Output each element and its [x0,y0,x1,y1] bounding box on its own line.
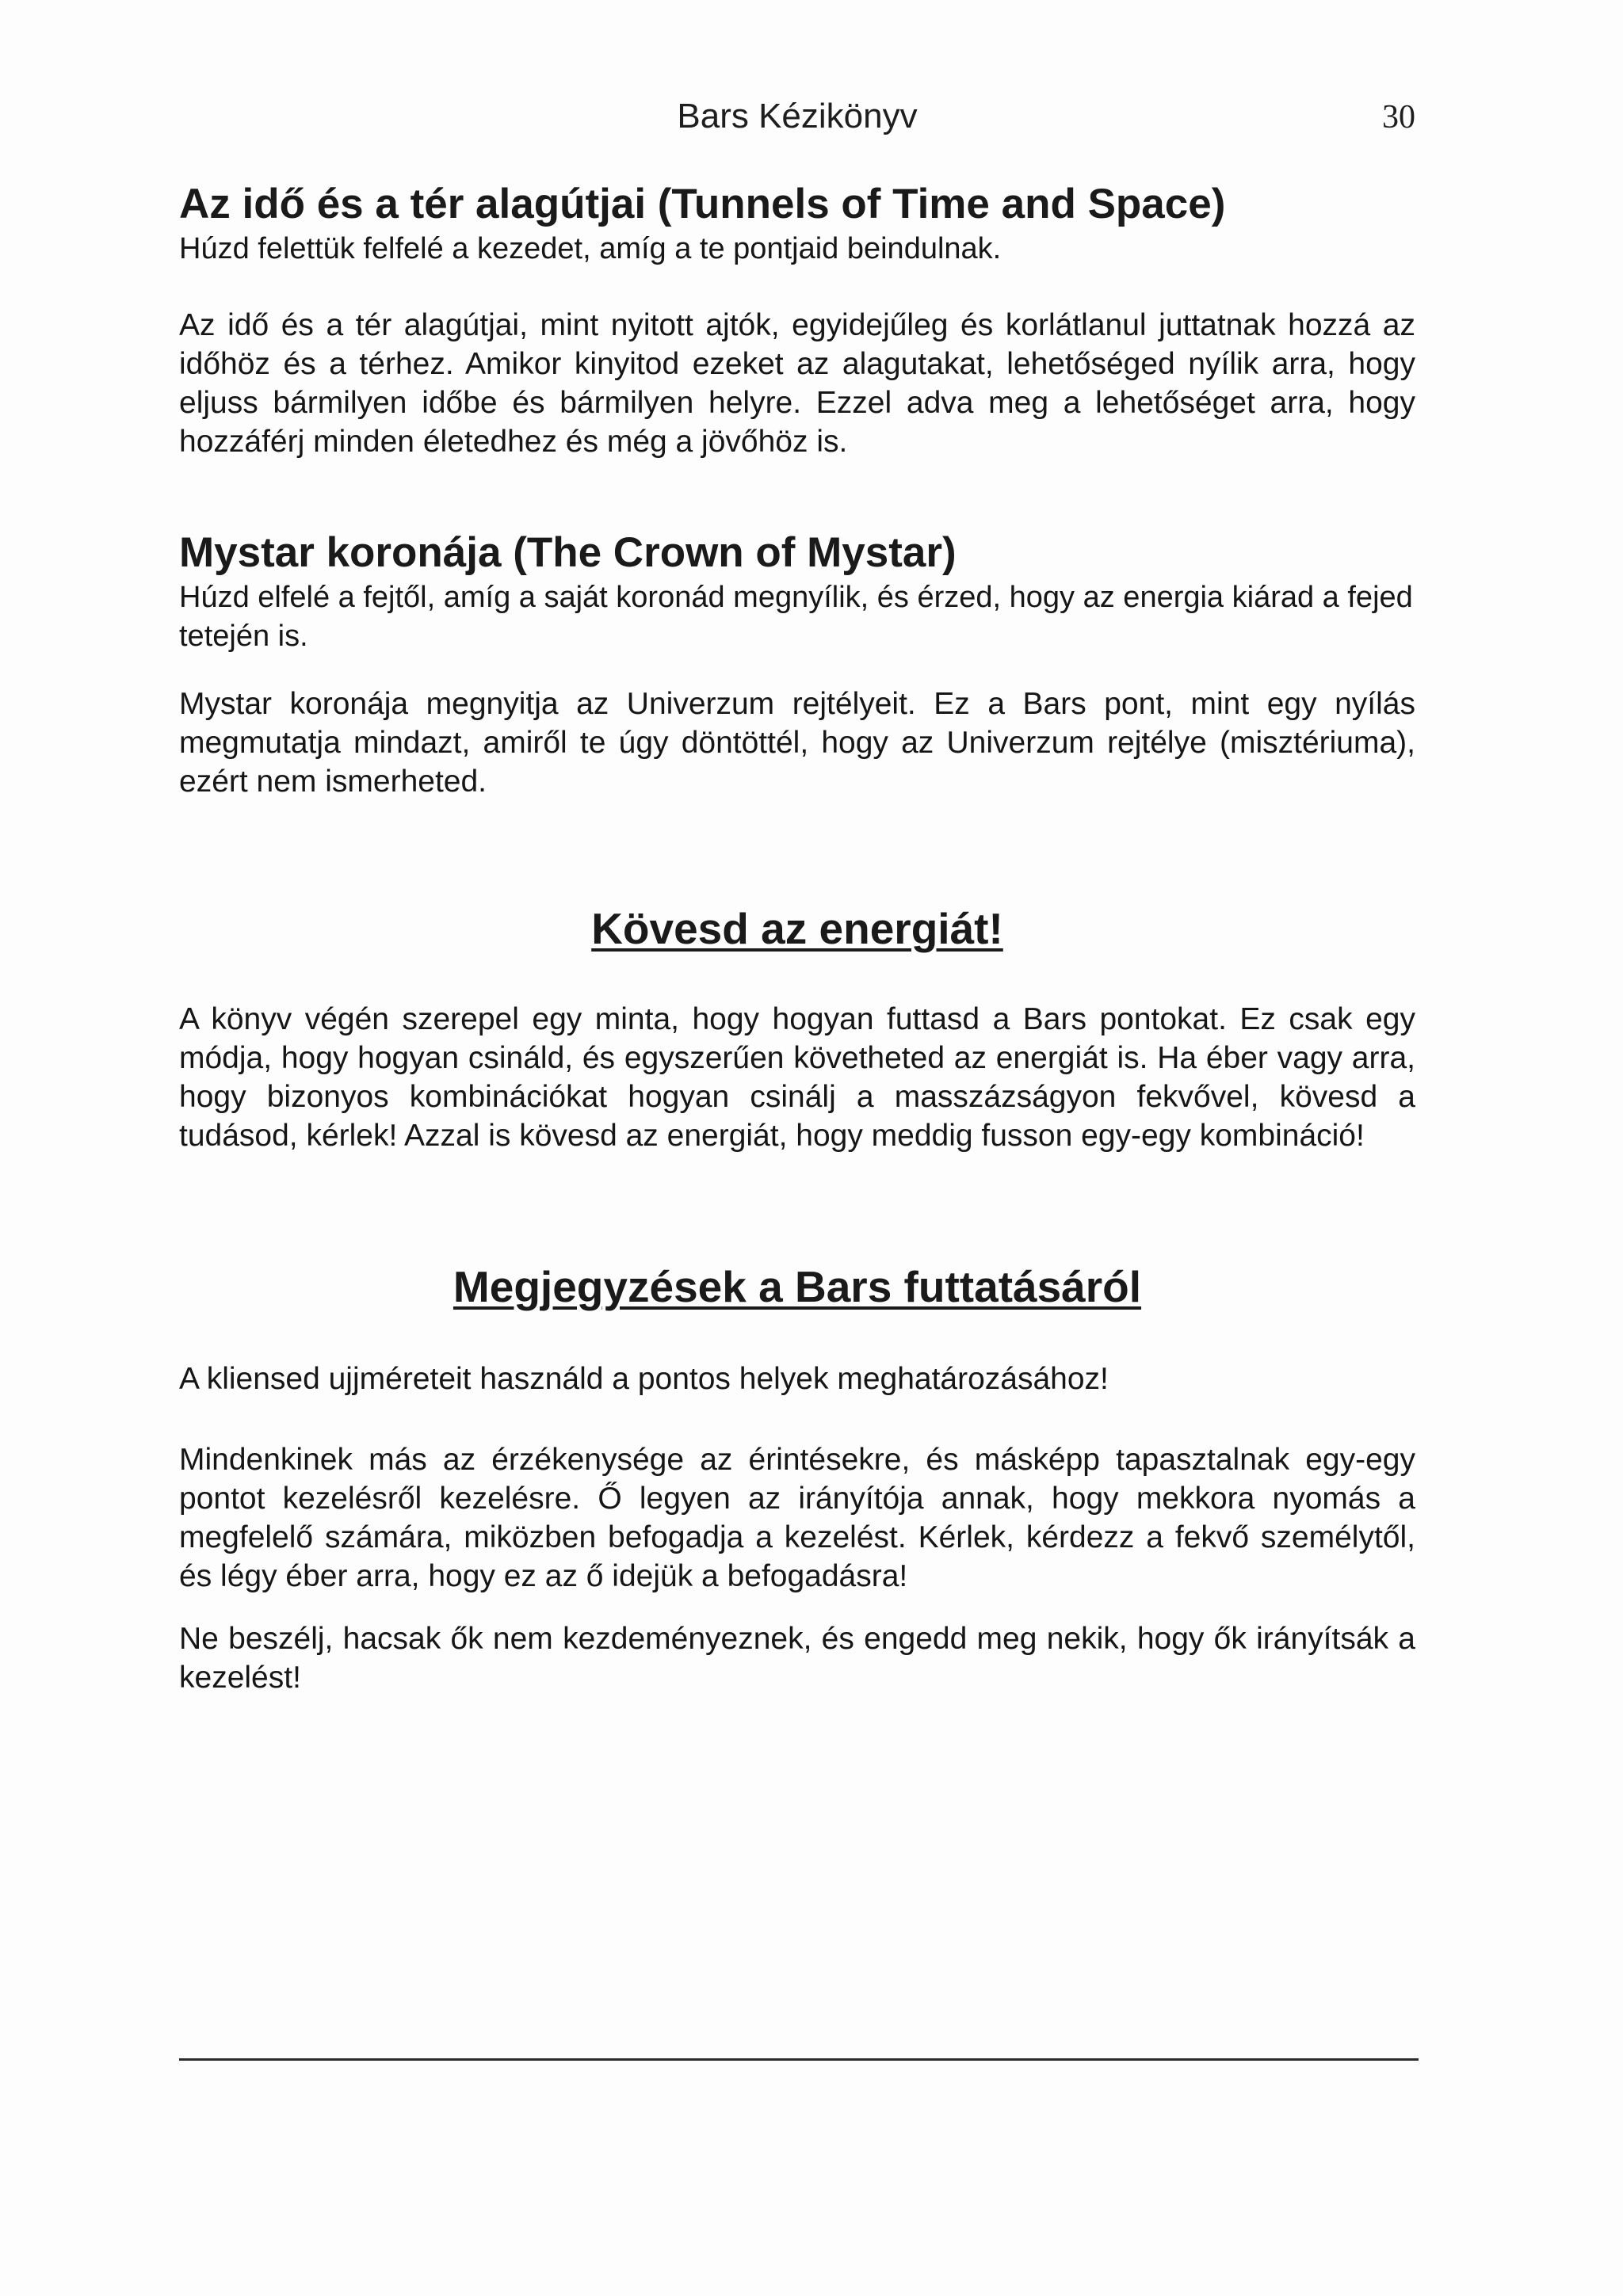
notes-para-1-block [179,1360,1415,1398]
notes-para-3-block [179,1619,1415,1697]
notes-paragraph: A kliensed ujjméreteit használd a pontos helyek meghatározásához! [179,1362,1109,1396]
section-body: Az idő és a tér alagútjai, mint nyitott ajtók, egyidejűleg és korlátlanul juttatnak hozzá az időhöz és a térhez. Amikor kinyitod ezeket az alagutakat, lehetőséged nyílik arra, hogy eljuss bármilyen időbe és bármilyen helyre. Ezzel adva meg a lehetőséget arra, hogy hozzáférj minden életedhez és még a jövőhöz is. [179,308,1415,459]
notes-paragraph: Mindenkinek más az érzékenysége az érintésekre, és másképp tapasztalnak egy-egy pontot kezelésről kezelésre. Ő legyen az irányítója annak, hogy mekkora nyomás a megfelelő számára, miközben befogadja a kezelést. Kérlek, kérdezz a fekvő személytől, és légy éber arra, hogy ez az ő idejük a befogadásra! [179,1443,1415,1593]
notes-paragraph: Ne beszélj, hacsak ők nem kezdeményeznek, és engedd meg nekik, hogy ők irányítsák a kezelést! [179,1622,1415,1695]
notes-heading: Megjegyzések a Bars futtatásáról [453,1262,1142,1311]
notes-para-2-block [179,1440,1415,1596]
follow-energy-body: A könyv végén szerepel egy minta, hogy hogyan futtasd a Bars pontokat. Ez csak egy módja, hogy hogyan csináld, és egyszerűen követheted az energiát is. Ha éber vagy arra, hogy bizonyos kombinációkat hogyan csinálj a masszázságyon fekvővel, kövesd a tudásod, kérlek! Azzal is kövesd az energiát, hogy meddig fusson egy-egy kombináció! [179,1002,1415,1153]
section-intro: Húzd elfelé a fejtől, amíg a saját koronád megnyílik, és érzed, hogy az energia kiárad a fejed tetején is. [179,581,1413,653]
follow-energy-body-block [179,1000,1415,1155]
section-tunnels [179,179,1415,269]
section-crown [179,528,1415,656]
running-title: Bars Kézikönyv [677,97,918,135]
section-heading: Mystar koronája (The Crown of Mystar) [179,529,957,576]
follow-energy-heading: Kövesd az energiát! [591,904,1003,953]
page-number: 30 [1382,99,1415,135]
section-heading: Az idő és a tér alagútjai (Tunnels of Time and Space) [179,181,1226,227]
section-body: Mystar koronája megnyitja az Univerzum rejtélyeit. Ez a Bars pont, mint egy nyílás megmutatja mindazt, amiről te úgy döntöttél, hogy az Univerzum rejtélye (misztériuma), ezért nem ismerheted. [179,687,1415,799]
follow-energy-heading-block [179,903,1415,954]
notes-heading-block [179,1261,1415,1312]
section-tunnels-body [179,306,1415,461]
footer-rule [179,2058,1419,2061]
section-crown-body [179,685,1415,801]
page-header [179,97,1415,144]
section-intro: Húzd felettük felfelé a kezedet, amíg a te pontjaid beindulnak. [179,232,1002,265]
